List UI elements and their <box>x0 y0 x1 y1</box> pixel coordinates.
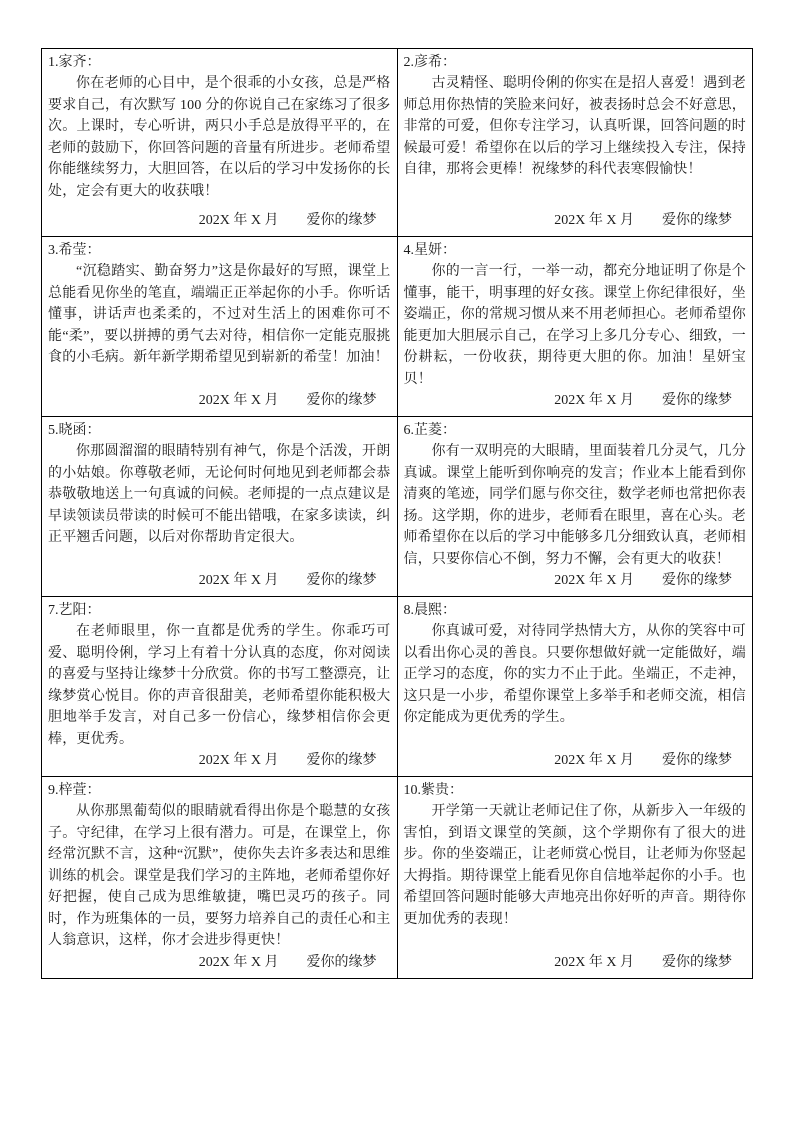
signature-5: 202X 年 X 月 爱你的缘梦 <box>198 573 377 588</box>
student-label-6: 6.芷菱： <box>403 423 456 438</box>
signature-6: 202X 年 X 月 爱你的缘梦 <box>554 573 732 588</box>
student-label-3: 3.希莹： <box>48 243 101 258</box>
comments-table <box>41 48 753 979</box>
comment-cell-10 <box>397 777 753 979</box>
comment-body-9: 从你那黑葡萄似的眼睛就看得出你是个聪慧的女孩子。守纪律，在学习上很有潜力。可是，在课堂上，你经常沉默不言，这种“沉默”，使你失去许多表达和思维训练的机会。课堂是我们学习的主阵地，老师希望你好好把握，使自己成为思维敏捷，嘴巴灵巧的孩子。同时，作为班集体的一员，要努力培养自己的责任心和主人翁意识，这样，你才会进步得更快！ <box>48 804 391 948</box>
comment-body-6: 你有一双明亮的大眼睛，里面装着几分灵气，几分真诚。课堂上能听到你响亮的发言；作业本上能看到你清爽的笔迹，同学们愿与你交往，数学老师也常把你表扬。这学期，你的进步，老师看在眼里，喜在心头。老师希望你在以后的学习中能够多几分细致认真，老师相信，只要你信心不倒，努力不懈，会有更大的收获！ <box>403 444 746 567</box>
signature-2: 202X 年 X 月 爱你的缘梦 <box>554 213 732 228</box>
comment-cell-5 <box>42 417 398 597</box>
comment-body-3: “沉稳踏实、勤奋努力”这是你最好的写照，课堂上总能看见你坐的笔直，端端正正举起你的小手。你听话懂事，讲话声也柔柔的，不过对生活上的困难你可不能“柔”，要以拼搏的勇气去对待，相信你一定能克服挑食的小毛病。新年新学期希望见到崭新的希莹！加油！ <box>48 264 391 365</box>
student-label-2: 2.彦希： <box>403 55 456 70</box>
comment-cell-2 <box>397 49 753 237</box>
comment-body-2: 古灵精怪、聪明伶俐的你实在是招人喜爱！遇到老师总用你热情的笑脸来问好，被表扬时总会不好意思，非常的可爱，但你专注学习，认真听课，回答问题的时候最可爱！希望你在以后的学习上继续投入专注，保持自律，那将会更棒！祝缘梦的科代表寒假愉快！ <box>403 76 746 177</box>
signature-3: 202X 年 X 月 爱你的缘梦 <box>198 393 377 408</box>
student-label-5: 5.晓函： <box>48 423 101 438</box>
student-label-9: 9.梓萱： <box>48 783 101 798</box>
table-row <box>42 597 753 777</box>
comment-body-7: 在老师眼里，你一直都是优秀的学生。你乖巧可爱、聪明伶俐，学习上有着十分认真的态度，你对阅读的喜爱与坚持让缘梦十分欣赏。你的书写工整漂亮，让缘梦赏心悦目。你的声音很甜美，老师希望你能积极大胆地举手发言，对自己多一份信心，缘梦相信你会更棒，更优秀。 <box>48 624 391 747</box>
table-row <box>42 237 753 417</box>
comment-cell-4 <box>397 237 753 417</box>
table-row <box>42 49 753 237</box>
comment-body-5: 你那圆溜溜的眼睛特别有神气，你是个活泼，开朗的小姑娘。你尊敬老师，无论何时何地见到老师都会恭恭敬敬地送上一句真诚的问候。老师提的一点点建议是早读领读员带读的时候可不能出错哦，在家多读读，纠正平翘舌问题，以后对你帮助肯定很大。 <box>48 444 391 545</box>
table-row <box>42 417 753 597</box>
comment-cell-9 <box>42 777 398 979</box>
comment-body-1: 你在老师的心目中，是个很乖的小女孩，总是严格要求自己，有次默写 100 分的你说自己在家练习了很多次。上课时，专心听讲，两只小手总是放得平平的，在老师的鼓励下，你回答问题的音量有所进步。老师希望你能继续努力，大胆回答，在以后的学习中发扬你的长处，定会有更大的收获哦！ <box>48 76 391 199</box>
comment-cell-7 <box>42 597 398 777</box>
student-label-7: 7.艺阳： <box>48 603 101 618</box>
signature-1: 202X 年 X 月 爱你的缘梦 <box>198 213 377 228</box>
table-row <box>42 777 753 979</box>
signature-9: 202X 年 X 月 爱你的缘梦 <box>198 954 377 970</box>
comment-cell-3 <box>42 237 398 417</box>
comment-cell-1 <box>42 49 398 237</box>
student-label-4: 4.星妍： <box>403 243 456 258</box>
comment-body-8: 你真诚可爱，对待同学热情大方，从你的笑容中可以看出你心灵的善良。只要你想做好就一定能做好，端正学习的态度，你的实力不止于此。坐端正，不走神，这只是一小步，希望你课堂上多举手和老师交流，相信你定能成为更优秀的学生。 <box>403 624 746 725</box>
comment-cell-8 <box>397 597 753 777</box>
student-label-1: 1.家齐： <box>48 55 101 70</box>
student-label-8: 8.晨熙： <box>403 603 456 618</box>
comment-cell-6 <box>397 417 753 597</box>
comment-body-4: 你的一言一行，一举一动，都充分地证明了你是个懂事，能干，明事理的好女孩。课堂上你纪律很好，坐姿端正，你的常规习惯从来不用老师担心。老师希望你能更加大胆展示自己，在学习上多几分专心、细致，一份耕耘，一份收获，期待更大胆的你。加油！星妍宝贝！ <box>403 264 746 387</box>
signature-10: 202X 年 X 月 爱你的缘梦 <box>554 954 732 970</box>
student-label-10: 10.紫贵： <box>403 783 463 798</box>
comment-body-10: 开学第一天就让老师记住了你，从新步入一年级的害怕，到语文课堂的笑颜，这个学期你有了很大的进步。你的坐姿端正，让老师赏心悦目，让老师为你竖起大拇指。期待课堂上能看见你自信地举起你的小手。也希望回答问题时能够大声地亮出你好听的声音。期待你更加优秀的表现！ <box>403 804 746 927</box>
signature-8: 202X 年 X 月 爱你的缘梦 <box>554 753 732 768</box>
signature-7: 202X 年 X 月 爱你的缘梦 <box>198 753 377 768</box>
signature-4: 202X 年 X 月 爱你的缘梦 <box>554 393 732 408</box>
